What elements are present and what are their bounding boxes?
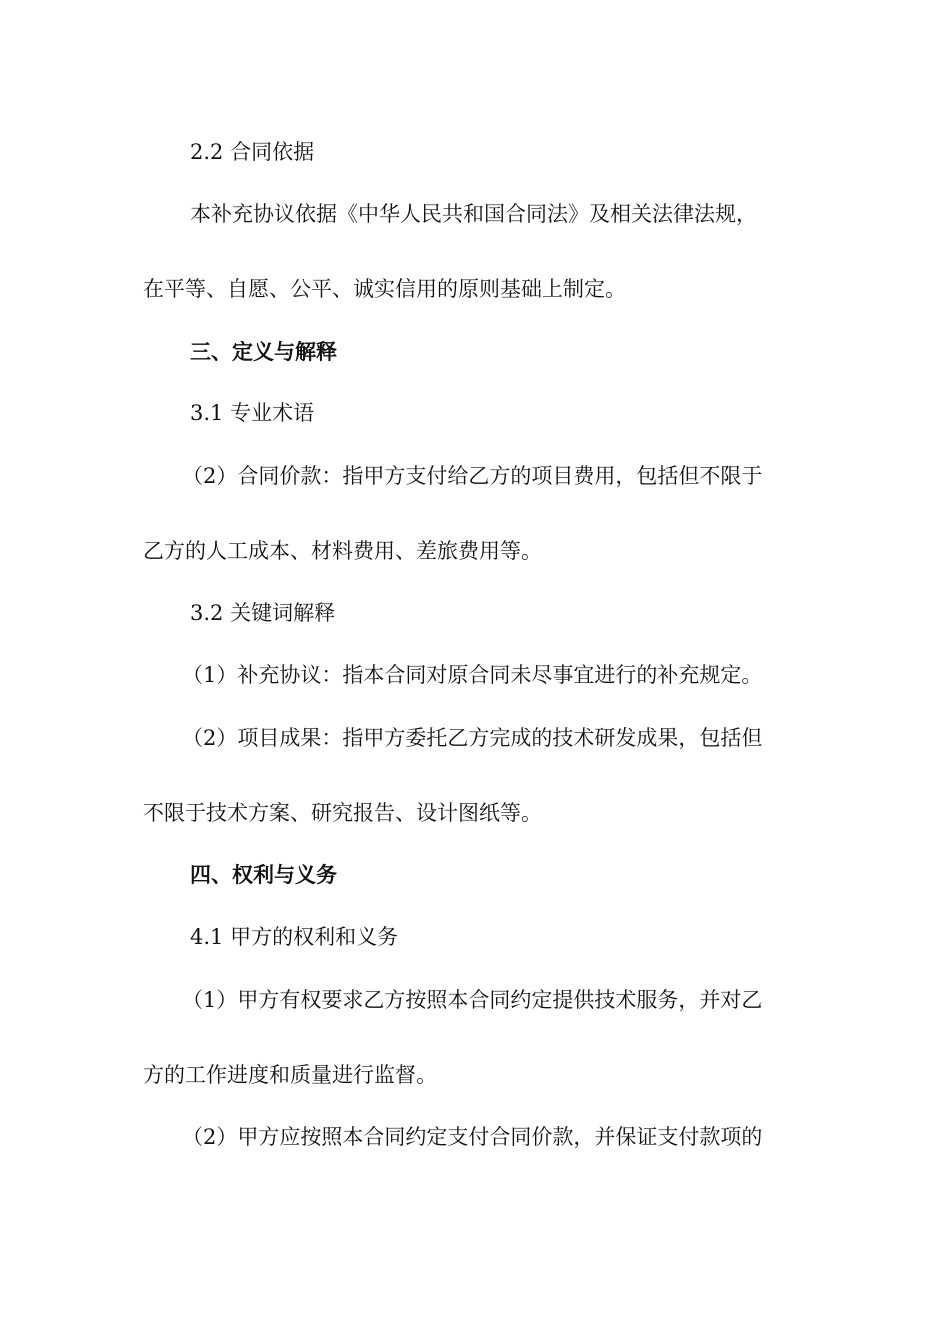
paragraph-line: 在平等、自愿、公平、诚实信用的原则基础上制定。: [143, 277, 626, 301]
paragraph-line: 本补充协议依据《中华人民共和国合同法》及相关法律法规，: [190, 202, 757, 226]
paragraph-line: 方的工作进度和质量进行监督。: [143, 1063, 437, 1087]
paragraph-line: （2）合同价款：指甲方支付给乙方的项目费用，包括但不限于: [182, 464, 763, 488]
paragraph-line: 不限于技术方案、研究报告、设计图纸等。: [143, 801, 542, 825]
paragraph-line: （1）甲方有权要求乙方按照本合同约定提供技术服务，并对乙: [182, 988, 763, 1012]
subsection-heading-2-2: 2.2 合同依据: [190, 140, 315, 164]
subsection-heading-3-1: 3.1 专业术语: [190, 401, 315, 425]
paragraph-line: （2）项目成果：指甲方委托乙方完成的技术研发成果，包括但: [182, 726, 763, 750]
section-heading-4: 四、权利与义务: [190, 862, 337, 887]
paragraph-line: （1）补充协议：指本合同对原合同未尽事宜进行的补充规定。: [182, 663, 763, 687]
section-heading-3: 三、定义与解释: [190, 339, 337, 364]
paragraph-line: 乙方的人工成本、材料费用、差旅费用等。: [143, 539, 542, 563]
subsection-heading-4-1: 4.1 甲方的权利和义务: [190, 925, 399, 949]
paragraph-line: （2）甲方应按照本合同约定支付合同价款，并保证支付款项的: [182, 1125, 763, 1149]
subsection-heading-3-2: 3.2 关键词解释: [190, 601, 336, 625]
